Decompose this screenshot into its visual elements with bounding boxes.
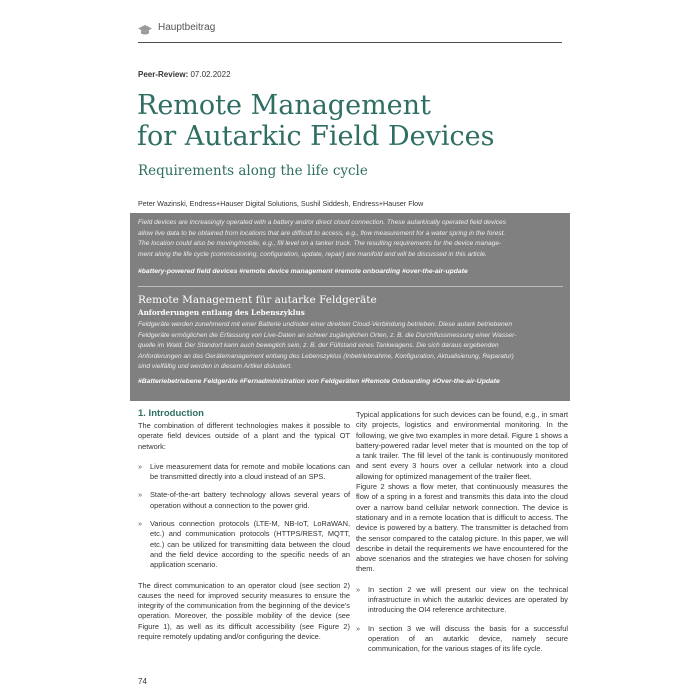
paragraph: The direct communication to an operator cloud (see section 2) causes the need for improved security measures to ensure the integrity of the communication from the beginning of the device's operation. Moreover, the possible mobility of the device (see Figure 1), as well as its difficult accessibility (see Figure 2) require remotely updating and/or configuring the device. (138, 580, 350, 642)
article-title-line-2: for Autarkic Field Devices (137, 121, 495, 152)
section-header (138, 22, 562, 42)
article-subtitle: Requirements along the life cycle (138, 163, 368, 179)
bullet-marker: » (138, 519, 143, 529)
authors-line: Peter Wazinski, Endress+Hauser Digital Solutions, Sushil Siddesh, Endress+Hauser Flow (138, 199, 424, 208)
abstract-german (138, 320, 563, 373)
abstract-de-line: Feldgeräte werden zunehmend mit einer Batterie und/oder einer direkten Cloud-Verbindung betrieben. Diese autark betriebenen (138, 321, 512, 328)
header-divider (138, 42, 562, 43)
german-title: Remote Management für autarke Feldgeräte (138, 294, 377, 306)
abstract-de-line: Anforderungen an das Gerätemanagement entlang des Lebenszyklus (Inbetriebnahme, Konfiguration, Aktualisierung, Reparatur) (138, 352, 514, 360)
abstract-english (138, 218, 563, 260)
list-item-text: State-of-the-art battery technology allows several years of operation without a connection to the power grid. (150, 490, 350, 510)
list-item-text: Live measurement data for remote and mobile locations can be transmitted directly into a cloud instead of an SPS. (150, 461, 350, 482)
bullet-marker: » (356, 584, 361, 594)
abstract-de-line: quelle im Wald. Der Standort kann auch beweglich sein, z. B. der Füllstand eines Tankwagens. Die sich daraus ergebenden (138, 342, 499, 350)
abstract-en-line: Field devices are increasingly operated with a battery and/or direct cloud connection. These autarkically operated field devices (138, 219, 506, 226)
list-item (138, 519, 350, 570)
german-subtitle: Anforderungen entlang des Lebenszyklus (138, 308, 305, 317)
keywords-english: #battery-powered field devices #remote device management #remote onboarding #over-the-air-update (138, 268, 468, 275)
graduation-cap-icon (138, 24, 152, 36)
bullet-list (138, 462, 350, 571)
bullet-marker: » (138, 490, 143, 500)
right-column (356, 410, 568, 655)
section-heading: 1. Introduction (138, 408, 204, 419)
abstract-en-line: ment along the life cycle (commissioning, configuration, update, repair) are manifold and will be discussed in this article. (138, 250, 487, 258)
list-item (356, 585, 568, 616)
abstract-en-line: The location could also be moving/mobile, e.g., fill level on a tanker truck. The resulting requirements for the device manage- (138, 240, 502, 248)
paragraph: Figure 2 shows a flow meter, that continuously measures the flow of a spring in a forest and transmits this data into the cloud over a narrow band cellular network connection. The device is stationary and in a remote location that is difficult to access. The device is powered by a battery. The transmitter is detached from the sensor compared to the catalog picture. In this paper, we will describe in detail the requirements we have encountered for the above scenarios and the strategies we have chosen for solving them. (356, 482, 568, 574)
abstract-divider (138, 286, 563, 287)
list-item (138, 490, 350, 511)
bullet-list (356, 585, 568, 655)
abstract-de-line: Feldgeräte ermöglichen die Erfassung von Live-Daten an schwer zugänglichen Orten, z. B. die Durchflussmessung einer Wasser- (138, 331, 517, 339)
bullet-marker: » (356, 623, 361, 633)
keywords-german: #Batteriebetriebene Feldgeräte #Fernadministration von Feldgeräten #Remote Onboarding #Over-the-air-Update (138, 378, 500, 385)
list-item (138, 462, 350, 483)
article-title-line-1: Remote Management (137, 90, 431, 121)
section-label: Hauptbeitrag (158, 22, 216, 33)
list-item-text: In section 2 we will present our view on the technical infrastructure in which the autarkic devices are operated by introducing the OI4 reference architecture. (368, 584, 568, 615)
page-number: 74 (138, 677, 147, 686)
abstract-en-line: allow live data to be obtained from locations that are difficult to access, e.g., flow measurement for a water spring in the forest. (138, 229, 506, 237)
list-item (356, 624, 568, 655)
left-column (138, 408, 350, 642)
abstract-de-line: sind vielfältig und werden in diesem Artikel diskutiert. (138, 363, 293, 371)
peer-review-line (138, 70, 231, 79)
article-title (137, 90, 567, 152)
paragraph: Typical applications for such devices can be found, e.g., in smart city projects, logistics and environmental monitoring. In the following, we give two examples in more detail. Figure 1 shows a battery-powered radar level meter that is mounted on the top of a tank trailer. The fill level of the tank is continuously monitored and sent every 3 hours over a cellular network into a cloud allowing for optimized management of the trailer fleet. (356, 410, 568, 481)
list-item-text: In section 3 we will discuss the basis for a successful operation of an autarkic device, namely secure communication, for the various stages of its life cycle. (368, 623, 568, 654)
bullet-marker: » (138, 461, 143, 471)
list-item-text: Various connection protocols (LTE-M, NB-IoT, LoRaWAN, etc.) and communication protocols (HTTPS/REST, MQTT, etc.) can be utilized for transmitting data between the cloud and the field device according to the specific needs of an application scenario. (150, 519, 350, 570)
peer-review-date: 07.02.2022 (190, 70, 231, 79)
peer-review-label: Peer-Review: (138, 70, 189, 79)
paragraph: The combination of different technologies makes it possible to operate field devices outside of a plant and the typical OT network: (138, 421, 350, 451)
